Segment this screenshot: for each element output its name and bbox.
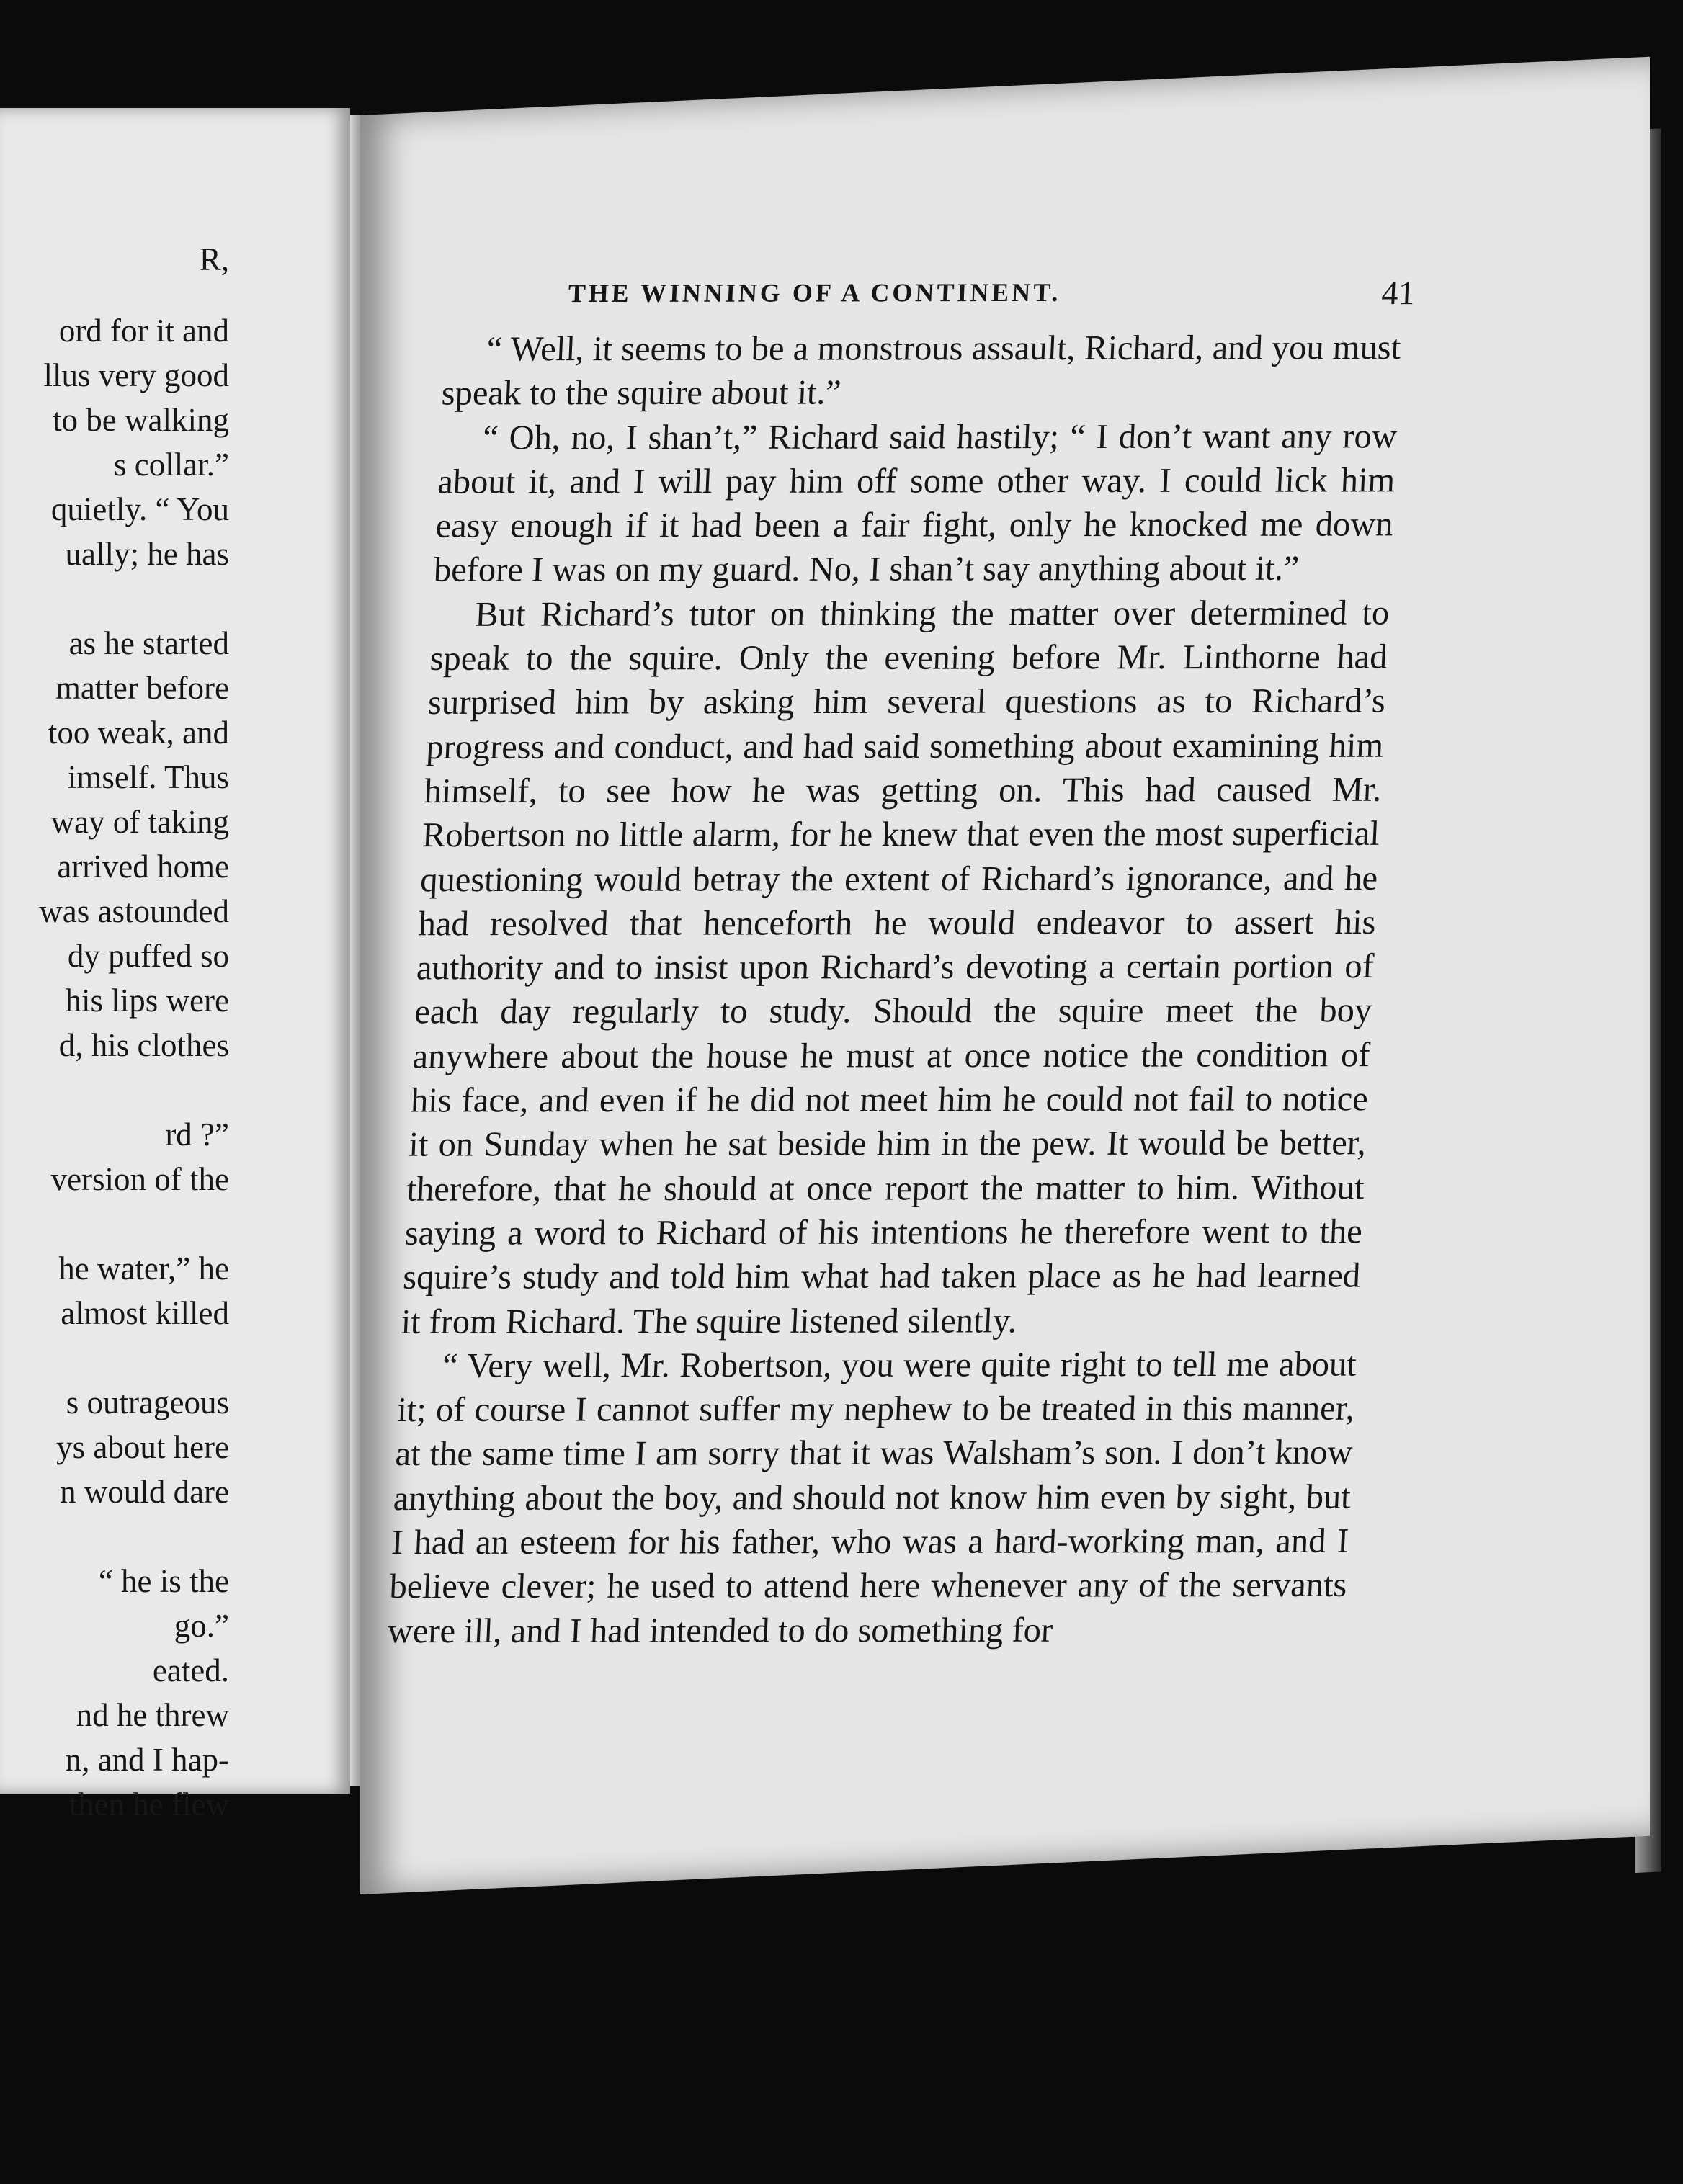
left-line: eated. — [152, 1652, 229, 1688]
paragraph: But Richard’s tutor on thinking the matter over determined to speak to the squire. Only the evening before Mr. Linthorne had surprised him by asking him several questions as to Richard’s progress and conduct, and had said something about examining him himself, to see how he was getting on. This had caused Mr. Robertson no little alarm, for he knew that even the most superficial questioning would betray the extent of Richard’s ignorance, and he had resolved that henceforth he would endeavor to assert his authority and to insist upon Richard’s devoting a certain portion of each day regularly to study. Should the squire meet the boy anywhere about the house he must at once notice the condition of his face, and even if he did not meet him he could not fail to notice it on Sunday when he sat beside him in the pew. It would be better, therefore, that he should at once report the matter to him. Without saying a word to Richard of his intentions he therefore went to the squire’s study and told him what had taken place as he had learned it from Richard. The squire listened silently. — [400, 594, 1390, 1341]
left-line: “ he is the — [98, 1563, 229, 1599]
right-page — [360, 57, 1650, 1894]
paragraph: “ Oh, no, I shan’t,” Richard said hastily; “ I don’t want any row about it, and I will pay him off some other way. I could lick him easy enough if it had been a fair fight, only he knocked me down before I was on my guard. No, I shan’t say anything about it.” — [433, 416, 1398, 590]
left-line: matter before — [55, 670, 229, 706]
left-line: n would dare — [60, 1474, 229, 1510]
left-line: dy puffed so — [67, 938, 229, 974]
left-line: to be walking — [53, 402, 229, 438]
left-line: imself. Thus — [67, 759, 229, 795]
body-text — [387, 326, 1402, 1653]
left-line: almost killed — [61, 1295, 229, 1331]
left-line: R, — [199, 241, 229, 277]
left-line: s outrageous — [66, 1384, 229, 1420]
left-line: n, and I hap- — [65, 1742, 229, 1778]
right-page-content — [386, 109, 1433, 1650]
left-line: ord for it and — [58, 313, 229, 349]
left-line: arrived home — [57, 849, 229, 885]
left-line: version of the — [50, 1161, 229, 1197]
left-line: as he started — [68, 625, 229, 661]
running-head — [452, 109, 1432, 312]
left-line: ually; he has — [65, 536, 229, 572]
left-page — [0, 108, 350, 1822]
header-title: THE WINNING OF A CONTINENT. — [567, 277, 1062, 308]
left-line: s collar.” — [114, 447, 229, 483]
left-line: too weak, and — [48, 715, 229, 751]
left-line: rd ?” — [165, 1116, 229, 1153]
left-line: go.” — [174, 1608, 229, 1644]
paragraph: “ Well, it seems to be a monstrous assault, Richard, and you must speak to the squire about it.” — [440, 328, 1402, 413]
left-line: llus very good — [43, 357, 229, 393]
left-line: was astounded — [39, 893, 229, 929]
left-line: d, his clothes — [58, 1027, 229, 1063]
paragraph: “ Very well, Mr. Robertson, you were quite right to tell me about it; of course I cannot suffer my nephew to be treated in this manner, at the same time I am sorry that it was Walsham’s son. I don’t know anything about the boy, and should not know him even by sight, but I had an esteem for his father, who was a hard-working man, and I believe clever; he used to attend here whenever any of the servants were ill, and I had intended to do something for — [386, 1345, 1357, 1650]
left-line: way of taking — [50, 804, 229, 840]
left-line: then he flew — [68, 1786, 229, 1822]
left-line: ys about here — [56, 1429, 229, 1465]
left-line: he water,” he — [58, 1250, 229, 1286]
left-line: nd he threw — [76, 1697, 229, 1733]
left-line: quietly. “ You — [50, 491, 229, 527]
page-number: 41 — [1380, 274, 1416, 312]
left-line: his lips were — [65, 983, 229, 1019]
